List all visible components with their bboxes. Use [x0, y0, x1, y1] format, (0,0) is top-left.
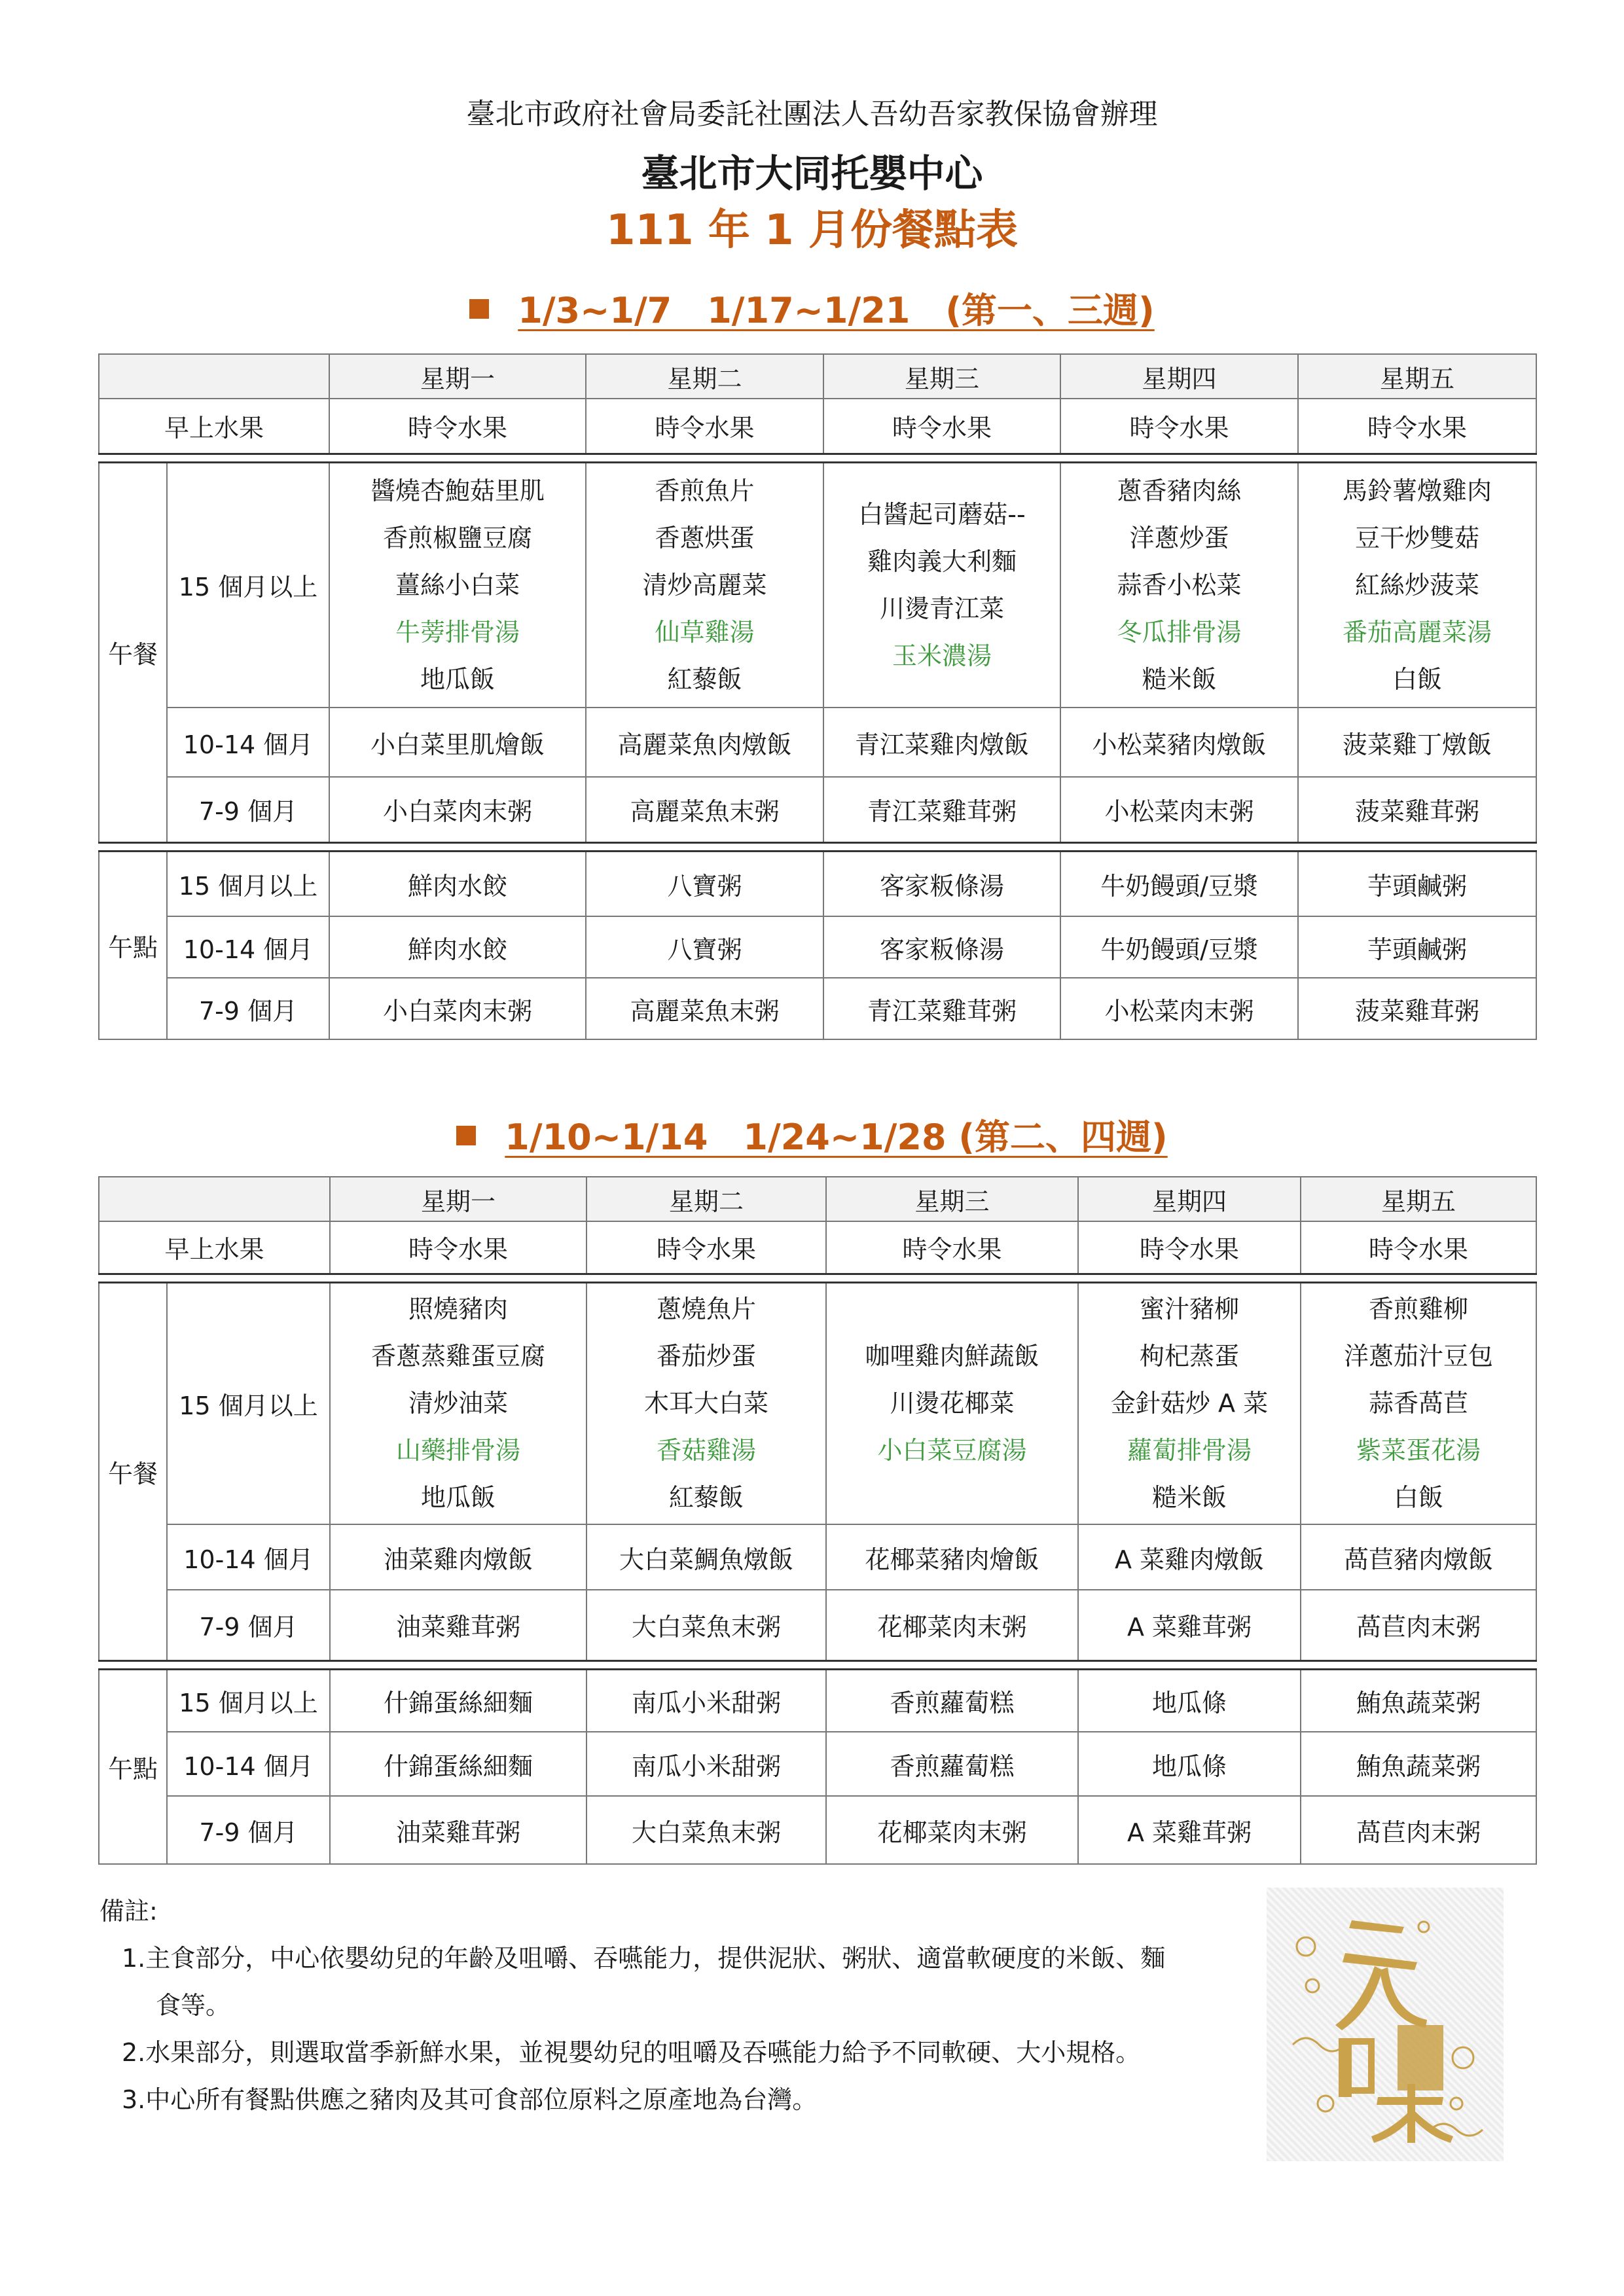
soup-item: 牛蒡排骨湯 — [395, 617, 520, 647]
lunch-cell: 大白菜鯛魚燉飯 — [586, 1524, 826, 1590]
note-item: 1.主食部分，中心依嬰幼兒的年齡及咀嚼、吞嚥能力，提供泥狀、粥狀、適當軟硬度的米飯、麵 — [122, 1944, 1166, 1973]
dish-item: 川燙花椰菜 — [890, 1389, 1015, 1418]
fruit-cell: 時令水果 — [1078, 1221, 1301, 1274]
snack-cell: 青江菜雞茸粥 — [823, 978, 1060, 1039]
age-label: 10-14 個月 — [167, 1732, 330, 1796]
dish-item: 蔥燒魚片 — [656, 1295, 756, 1324]
dish-item: 薑絲小白菜 — [395, 570, 520, 600]
age-label: 10-14 個月 — [167, 916, 329, 978]
lunch-cell: 花椰菜豬肉燴飯 — [826, 1524, 1078, 1590]
lunch-cell: 青江菜雞肉燉飯 — [823, 708, 1060, 777]
snack-cell: 客家粄條湯 — [823, 916, 1060, 978]
soup-item: 番茄高麗菜湯 — [1342, 617, 1492, 647]
age-label: 15 個月以上 — [167, 1669, 330, 1732]
dish-item: 金針菇炒 A 菜 — [1110, 1389, 1269, 1418]
soup-item: 紫菜蛋花湯 — [1356, 1436, 1481, 1465]
fruit-cell: 時令水果 — [586, 1221, 826, 1274]
dish-item: 川燙青江菜 — [879, 594, 1004, 623]
snack-cell: 地瓜條 — [1078, 1732, 1301, 1796]
day-header: 星期四 — [1060, 354, 1298, 399]
snack-cell: 南瓜小米甜粥 — [586, 1732, 826, 1796]
note-item: 3.中心所有餐點供應之豬肉及其可食部位原料之原產地為台灣。 — [122, 2085, 818, 2114]
staple-item: 糙米飯 — [1142, 664, 1217, 694]
lunch-cell: 花椰菜肉末粥 — [826, 1590, 1078, 1660]
lunch-cell: 小松菜豬肉燉飯 — [1060, 708, 1298, 777]
fruit-cell: 時令水果 — [586, 399, 823, 454]
lunch-menu-cell — [826, 1282, 1078, 1524]
dish-item: 木耳大白菜 — [643, 1389, 768, 1418]
age-label: 7-9 個月 — [167, 1590, 330, 1660]
greeting-calligraphy-icon — [1267, 1888, 1504, 2161]
week2-menu-table — [98, 1176, 1537, 1865]
lunch-menu-cell — [1301, 1282, 1536, 1524]
organizer-line: 臺北市政府社會局委託社團法人吾幼吾家教保協會辦理 — [466, 98, 1158, 131]
snack-cell: 南瓜小米甜粥 — [586, 1669, 826, 1732]
age-label: 7-9 個月 — [167, 1796, 330, 1864]
staple-item: 紅藜飯 — [668, 1483, 744, 1513]
snack-cell: 八寶粥 — [586, 916, 823, 978]
dish-item: 香煎雞柳 — [1368, 1295, 1468, 1324]
staple-item: 白飯 — [1392, 664, 1442, 694]
snack-cell: 小白菜肉末粥 — [329, 978, 586, 1039]
lunch-menu-cell — [586, 1282, 826, 1524]
day-header: 星期五 — [1298, 354, 1536, 399]
corner-diagonal-cell — [99, 354, 329, 399]
day-header: 星期三 — [823, 354, 1060, 399]
day-header: 星期二 — [586, 1177, 826, 1221]
snack-label: 午點 — [99, 851, 167, 1039]
week2-heading: 1/10~1/14 1/24~1/28 (第二、四週) — [0, 1109, 1624, 1160]
dish-item: 清炒高麗菜 — [642, 570, 767, 600]
fruit-cell: 時令水果 — [329, 399, 586, 454]
snack-cell: 鮪魚蔬菜粥 — [1301, 1732, 1536, 1796]
dish-item: 雞肉義大利麵 — [867, 547, 1017, 576]
age-label: 10-14 個月 — [167, 1524, 330, 1590]
age-label: 15 個月以上 — [167, 1282, 330, 1524]
fruit-cell: 時令水果 — [826, 1221, 1078, 1274]
lunch-menu-cell — [1078, 1282, 1301, 1524]
fruit-cell: 時令水果 — [1298, 399, 1536, 454]
lunch-cell: 小松菜肉末粥 — [1060, 777, 1298, 842]
fruit-cell: 時令水果 — [823, 399, 1060, 454]
lunch-menu-cell — [1060, 462, 1298, 708]
snack-cell: 八寶粥 — [586, 851, 823, 916]
snack-cell: 大白菜魚末粥 — [586, 1796, 826, 1864]
corner-diagonal-cell — [99, 1177, 330, 1221]
soup-item: 小白菜豆腐湯 — [877, 1436, 1027, 1465]
dish-item: 馬鈴薯燉雞肉 — [1342, 476, 1492, 505]
snack-cell: 香煎蘿蔔糕 — [826, 1669, 1078, 1732]
age-label: 7-9 個月 — [167, 978, 329, 1039]
day-header: 星期二 — [586, 354, 823, 399]
lunch-menu-cell — [330, 1282, 586, 1524]
snack-cell: 客家粄條湯 — [823, 851, 1060, 916]
dish-item: 蒜香萵苣 — [1368, 1389, 1468, 1418]
soup-item: 山藥排骨湯 — [395, 1436, 520, 1465]
dish-item: 豆干炒雙菇 — [1354, 523, 1479, 552]
snack-cell: 萵苣肉末粥 — [1301, 1796, 1536, 1864]
snack-cell: 鮪魚蔬菜粥 — [1301, 1669, 1536, 1732]
snack-cell: 香煎蘿蔔糕 — [826, 1732, 1078, 1796]
dish-item: 洋蔥茄汁豆包 — [1343, 1342, 1493, 1371]
dish-item: 香煎椒鹽豆腐 — [382, 523, 532, 552]
note-item: 2.水果部分，則選取當季新鮮水果，並視嬰幼兒的咀嚼及吞嚥能力給予不同軟硬、大小規格。 — [122, 2038, 1141, 2067]
dish-item: 香煎魚片 — [655, 476, 755, 505]
lunch-menu-cell — [1298, 462, 1536, 708]
dish-item: 清炒油菜 — [408, 1389, 508, 1418]
week1-menu-table — [98, 353, 1537, 1040]
dish-item: 白醬起司蘑菇-- — [858, 499, 1026, 529]
lunch-cell: 菠菜雞丁燉飯 — [1298, 708, 1536, 777]
menu-month-title: 111 年 1 月份餐點表 — [606, 206, 1018, 255]
soup-item: 玉米濃湯 — [892, 641, 992, 670]
age-label: 7-9 個月 — [167, 777, 329, 842]
snack-cell: 芋頭鹹粥 — [1298, 851, 1536, 916]
lunch-cell: 油菜雞肉燉飯 — [330, 1524, 586, 1590]
day-header: 星期一 — [330, 1177, 586, 1221]
lunch-cell: A 菜雞肉燉飯 — [1078, 1524, 1301, 1590]
lunch-cell: A 菜雞茸粥 — [1078, 1590, 1301, 1660]
notes-title: 備註: — [99, 1897, 158, 1926]
lunch-cell: 高麗菜魚肉燉飯 — [586, 708, 823, 777]
dish-item: 蔥香豬肉絲 — [1117, 476, 1242, 505]
day-header: 星期一 — [329, 354, 586, 399]
lunch-cell: 小白菜里肌燴飯 — [329, 708, 586, 777]
staple-item: 地瓜飯 — [420, 1483, 496, 1513]
center-name: 臺北市大同托嬰中心 — [641, 151, 983, 196]
dish-item: 醬燒杏鮑菇里肌 — [370, 476, 545, 505]
lunch-cell: 大白菜魚末粥 — [586, 1590, 826, 1660]
week1-heading: 1/3~1/7 1/17~1/21 (第一、三週) — [0, 283, 1624, 333]
lunch-cell: 高麗菜魚末粥 — [586, 777, 823, 842]
day-header: 星期四 — [1078, 1177, 1301, 1221]
new-year-greeting-stamp — [1267, 1888, 1504, 2161]
dish-item: 香蔥蒸雞蛋豆腐 — [370, 1342, 545, 1371]
dish-item: 咖哩雞肉鮮蔬飯 — [865, 1342, 1039, 1371]
snack-cell: 什錦蛋絲細麵 — [330, 1669, 586, 1732]
dish-item: 照燒豬肉 — [408, 1295, 508, 1324]
lunch-label: 午餐 — [99, 1282, 167, 1660]
dish-item: 香蔥烘蛋 — [655, 523, 755, 552]
lunch-cell: 菠菜雞茸粥 — [1298, 777, 1536, 842]
morning-fruit-label: 早上水果 — [99, 1221, 330, 1274]
staple-item: 糙米飯 — [1151, 1483, 1227, 1513]
snack-cell: 小松菜肉末粥 — [1060, 978, 1298, 1039]
lunch-menu-cell — [823, 462, 1060, 708]
fruit-cell: 時令水果 — [1301, 1221, 1536, 1274]
bullet-square-icon — [456, 1126, 476, 1145]
lunch-cell: 萵苣肉末粥 — [1301, 1590, 1536, 1660]
age-label: 15 個月以上 — [167, 462, 329, 708]
day-header: 星期五 — [1301, 1177, 1536, 1221]
snack-cell: 鮮肉水餃 — [329, 851, 586, 916]
lunch-label: 午餐 — [99, 462, 167, 842]
snack-cell: 菠菜雞茸粥 — [1298, 978, 1536, 1039]
soup-item: 蘿蔔排骨湯 — [1127, 1436, 1252, 1465]
soup-item: 冬瓜排骨湯 — [1117, 617, 1242, 647]
fruit-cell: 時令水果 — [330, 1221, 586, 1274]
snack-cell: 油菜雞茸粥 — [330, 1796, 586, 1864]
snack-cell: 鮮肉水餃 — [329, 916, 586, 978]
snack-label: 午點 — [99, 1669, 167, 1864]
age-label: 10-14 個月 — [167, 708, 329, 777]
dish-item: 蜜汁豬柳 — [1139, 1295, 1239, 1324]
note-item-continuation: 食等。 — [156, 1991, 231, 2020]
lunch-cell: 萵苣豬肉燉飯 — [1301, 1524, 1536, 1590]
dish-item: 紅絲炒菠菜 — [1354, 570, 1479, 600]
age-label: 15 個月以上 — [167, 851, 329, 916]
soup-item: 香菇雞湯 — [656, 1436, 756, 1465]
snack-cell: 花椰菜肉末粥 — [826, 1796, 1078, 1864]
lunch-cell: 油菜雞茸粥 — [330, 1590, 586, 1660]
bullet-square-icon — [469, 299, 489, 319]
staple-item: 地瓜飯 — [420, 664, 495, 694]
snack-cell: 地瓜條 — [1078, 1669, 1301, 1732]
soup-item: 仙草雞湯 — [655, 617, 755, 647]
lunch-menu-cell — [586, 462, 823, 708]
snack-cell: 牛奶饅頭/豆漿 — [1060, 916, 1298, 978]
staple-item: 紅藜飯 — [667, 664, 742, 694]
day-header: 星期三 — [826, 1177, 1078, 1221]
dish-item: 番茄炒蛋 — [656, 1342, 756, 1371]
lunch-menu-cell — [329, 462, 586, 708]
snack-cell: 什錦蛋絲細麵 — [330, 1732, 586, 1796]
dish-item: 枸杞蒸蛋 — [1139, 1342, 1239, 1371]
notes-section — [99, 1888, 1278, 2123]
lunch-cell: 青江菜雞茸粥 — [823, 777, 1060, 842]
snack-cell: 高麗菜魚末粥 — [586, 978, 823, 1039]
lunch-cell: 小白菜肉末粥 — [329, 777, 586, 842]
staple-item: 白飯 — [1393, 1483, 1443, 1513]
dish-item: 蒜香小松菜 — [1117, 570, 1242, 600]
snack-cell: A 菜雞茸粥 — [1078, 1796, 1301, 1864]
dish-item: 洋蔥炒蛋 — [1129, 523, 1229, 552]
morning-fruit-label: 早上水果 — [99, 399, 329, 454]
snack-cell: 芋頭鹹粥 — [1298, 916, 1536, 978]
fruit-cell: 時令水果 — [1060, 399, 1298, 454]
snack-cell: 牛奶饅頭/豆漿 — [1060, 851, 1298, 916]
